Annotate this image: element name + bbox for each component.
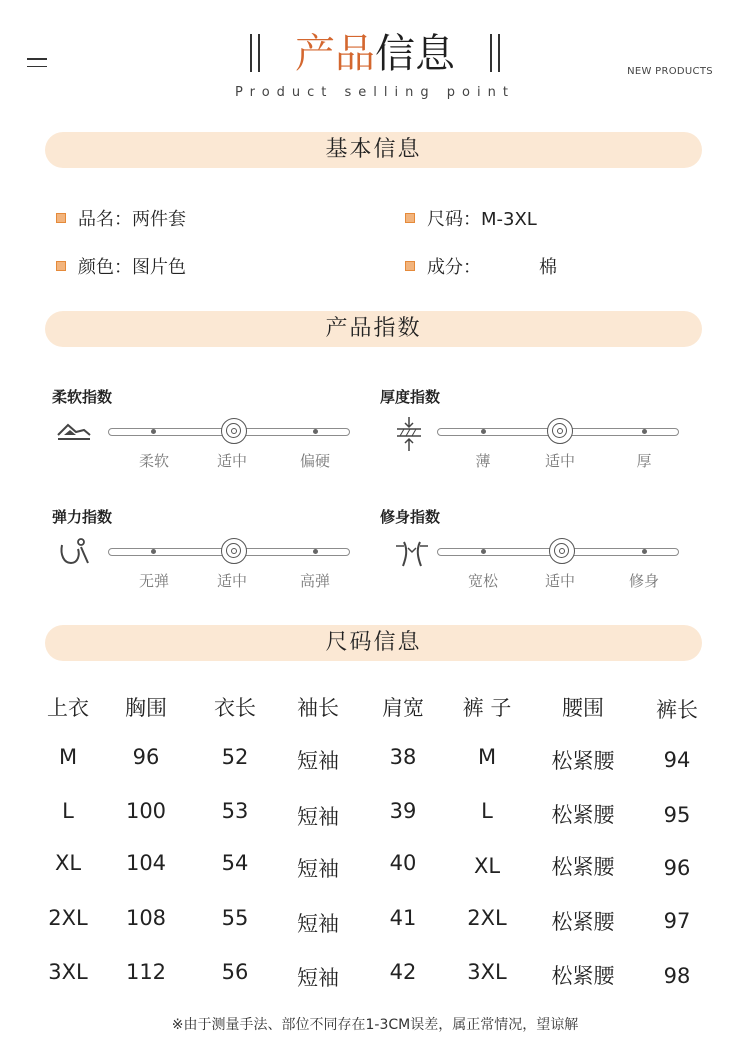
- table-cell: 2XL: [467, 906, 507, 930]
- thickness-slider-knob: [547, 418, 573, 444]
- elasticity-slider-knob: [221, 538, 247, 564]
- table-cell: 38: [389, 745, 417, 769]
- table-cell: 40: [389, 851, 417, 875]
- table-cell: 2XL: [48, 906, 88, 930]
- thickness-tick-label: 厚: [636, 452, 652, 470]
- table-cell: 短袖: [297, 857, 339, 881]
- elasticity-tick-label: 高弹: [299, 572, 330, 590]
- table-cell: 112: [125, 960, 167, 984]
- table-cell: M: [58, 745, 78, 769]
- section-banner-index: 产品指数: [45, 311, 702, 347]
- table-cell: 53: [221, 799, 249, 823]
- table-cell: 98: [663, 964, 691, 988]
- bullet-icon: [56, 261, 66, 271]
- index-title-thickness: 厚度指数: [380, 388, 441, 406]
- table-cell: 41: [389, 906, 417, 930]
- soft-icon: [56, 420, 92, 442]
- section-banner-basic: 基本信息: [45, 132, 702, 168]
- table-cell: 95: [663, 803, 691, 827]
- fit-slider-knob: [549, 538, 575, 564]
- table-header-cell: 袖长: [297, 696, 339, 720]
- thickness-tick-dot: [642, 429, 647, 434]
- title-divider-left: [250, 34, 260, 72]
- table-cell: M: [477, 745, 497, 769]
- table-cell: 39: [389, 799, 417, 823]
- thickness-tick-label: 适中: [544, 452, 575, 470]
- thickness-tick-dot: [481, 429, 486, 434]
- table-cell: 54: [221, 851, 249, 875]
- elasticity-tick-label: 无弹: [138, 572, 169, 590]
- table-cell: 松紧腰: [551, 910, 615, 934]
- softness-tick-label: 偏硬: [299, 452, 330, 470]
- elastic-icon: [58, 537, 92, 567]
- table-cell: 100: [125, 799, 167, 823]
- table-cell: 3XL: [48, 960, 88, 984]
- table-cell: 短袖: [297, 749, 339, 773]
- table-header-cell: 肩宽: [382, 696, 424, 720]
- table-header-cell: 腰围: [562, 696, 604, 720]
- table-cell: L: [62, 799, 74, 823]
- thickness-icon: [394, 415, 424, 453]
- fit-tick-label: 修身: [628, 572, 659, 590]
- table-header-cell: 裤 子: [462, 696, 512, 720]
- index-title-softness: 柔软指数: [52, 388, 113, 406]
- info-item-color: 颜色：图片色: [56, 253, 186, 279]
- table-cell: L: [481, 799, 493, 823]
- title-main: 信息: [375, 31, 455, 77]
- table-cell: 94: [663, 748, 691, 772]
- table-cell: 松紧腰: [551, 803, 615, 827]
- section-banner-size: 尺码信息: [45, 625, 702, 661]
- table-header-cell: 衣长: [214, 696, 256, 720]
- info-item-material: 成分： 棉: [405, 253, 557, 279]
- softness-tick-dot: [151, 429, 156, 434]
- table-cell: 松紧腰: [551, 855, 615, 879]
- fit-tick-dot: [481, 549, 486, 554]
- table-cell: 96: [663, 856, 691, 880]
- table-cell: XL: [473, 854, 501, 878]
- softness-tick-dot: [313, 429, 318, 434]
- title-divider-right: [490, 34, 500, 72]
- table-cell: 3XL: [467, 960, 507, 984]
- softness-slider-knob: [221, 418, 247, 444]
- table-header-cell: 裤长: [656, 698, 698, 722]
- table-cell: 96: [132, 745, 160, 769]
- table-cell: 108: [125, 906, 167, 930]
- bullet-icon: [56, 213, 66, 223]
- table-cell: 松紧腰: [551, 964, 615, 988]
- info-item-size: 尺码：M-3XL: [405, 205, 537, 231]
- fit-icon: [394, 538, 430, 568]
- softness-tick-label: 适中: [216, 452, 247, 470]
- bullet-icon: [405, 261, 415, 271]
- fit-tick-label: 适中: [544, 572, 575, 590]
- new-products-badge: NEW PRODUCTS: [627, 66, 713, 77]
- table-cell: 42: [389, 960, 417, 984]
- elasticity-tick-dot: [313, 549, 318, 554]
- table-cell: XL: [54, 851, 82, 875]
- table-cell: 97: [663, 909, 691, 933]
- table-cell: 56: [221, 960, 249, 984]
- table-cell: 52: [221, 745, 249, 769]
- fit-tick-dot: [642, 549, 647, 554]
- thickness-tick-label: 薄: [475, 452, 491, 470]
- subtitle: Product selling point: [235, 85, 515, 100]
- softness-tick-label: 柔软: [138, 452, 169, 470]
- elasticity-tick-dot: [151, 549, 156, 554]
- index-title-fit: 修身指数: [380, 508, 441, 526]
- table-cell: 短袖: [297, 805, 339, 829]
- table-header-cell: 胸围: [125, 696, 167, 720]
- fit-tick-label: 宽松: [467, 572, 498, 590]
- elasticity-tick-label: 适中: [216, 572, 247, 590]
- table-cell: 104: [125, 851, 167, 875]
- info-item-name: 品名：两件套: [56, 205, 186, 231]
- index-title-elasticity: 弹力指数: [52, 508, 113, 526]
- table-cell: 短袖: [297, 966, 339, 990]
- table-header-cell: 上衣: [47, 696, 89, 720]
- table-cell: 55: [221, 906, 249, 930]
- table-cell: 短袖: [297, 912, 339, 936]
- table-cell: 松紧腰: [551, 749, 615, 773]
- title-accent: 产品: [295, 31, 375, 77]
- bullet-icon: [405, 213, 415, 223]
- measurement-note: ※由于测量手法、部位不同存在1-3CM误差，属正常情况，望谅解: [171, 1017, 579, 1033]
